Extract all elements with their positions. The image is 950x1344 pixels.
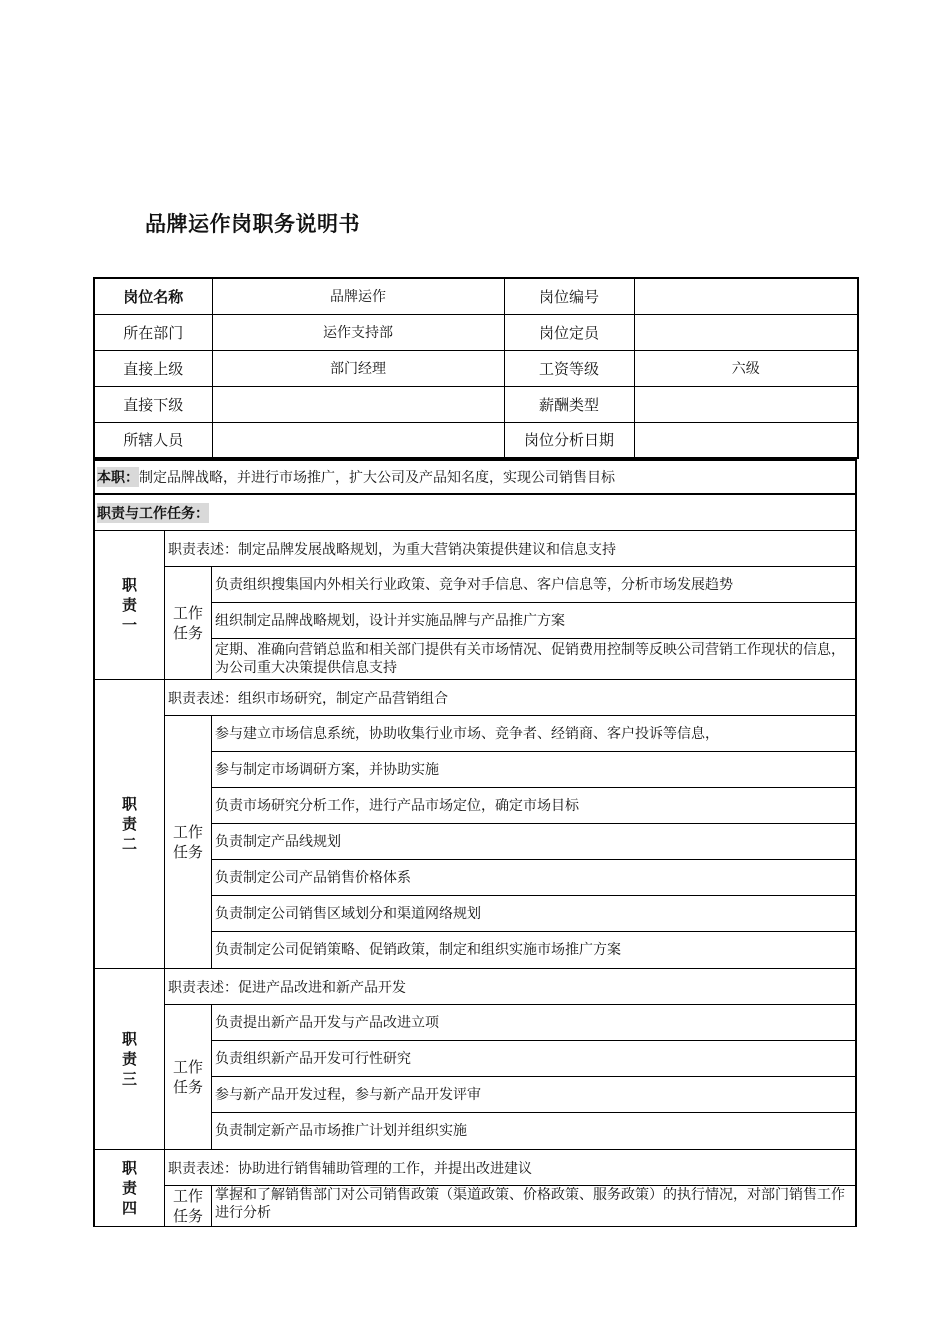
duties-section	[93, 531, 857, 1227]
task-item: 负责市场研究分析工作，进行产品市场定位，确定市场目标	[212, 788, 855, 824]
duty-block	[93, 1150, 857, 1227]
info-label: 岗位定员	[504, 314, 634, 350]
info-value	[212, 386, 504, 422]
info-label: 所辖人员	[94, 422, 212, 458]
duty-name: 职责四	[121, 1159, 137, 1217]
duty-block	[93, 680, 857, 969]
duty-name-cell	[95, 531, 165, 679]
task-label-cell	[165, 567, 212, 679]
duties-header: 职责与工作任务：	[97, 503, 209, 523]
duty-block	[93, 531, 857, 680]
task-label-cell	[165, 1005, 212, 1149]
task-item: 负责制定公司产品销售价格体系	[212, 860, 855, 896]
info-value	[634, 278, 858, 314]
benzhi-row	[93, 459, 857, 495]
basic-info-table	[93, 277, 859, 459]
info-label: 工资等级	[504, 350, 634, 386]
task-item: 定期、准确向营销总监和相关部门提供有关市场情况、促销费用控制等反映公司营销工作现状的信息，为公司重大决策提供信息支持	[215, 642, 845, 676]
task-item: 负责制定公司促销策略、促销政策，制定和组织实施市场推广方案	[215, 942, 621, 958]
duties-header-row	[93, 495, 857, 531]
info-label: 岗位编号	[504, 278, 634, 314]
info-label: 岗位名称	[94, 278, 212, 314]
info-row	[94, 278, 858, 314]
info-row	[94, 350, 858, 386]
duty-name-cell	[95, 969, 165, 1149]
task-label: 工作任务	[172, 1058, 203, 1096]
document-title: 品牌运作岗职务说明书	[145, 212, 360, 236]
info-value: 运作支持部	[212, 314, 504, 350]
info-label: 直接上级	[94, 350, 212, 386]
job-description-sheet	[93, 277, 857, 1227]
task-item: 掌握和了解销售部门对公司销售政策（渠道政策、价格政策、服务政策）的执行情况，对部门销售工作进行分析	[215, 1187, 845, 1221]
task-item: 负责制定产品线规划	[212, 824, 855, 860]
task-item: 负责制定新产品市场推广计划并组织实施	[215, 1123, 467, 1139]
info-value: 品牌运作	[212, 278, 504, 314]
task-item: 参与制定市场调研方案，并协助实施	[212, 752, 855, 788]
duty-name: 职责二	[121, 795, 137, 853]
info-value	[634, 386, 858, 422]
duty-description: 职责表述：制定品牌发展战略规划，为重大营销决策提供建议和信息支持	[165, 531, 855, 567]
task-label-cell	[165, 1186, 212, 1226]
duty-name: 职责三	[121, 1030, 137, 1088]
task-item: 负责组织新产品开发可行性研究	[212, 1041, 855, 1077]
task-item: 参与建立市场信息系统，协助收集行业市场、竞争者、经销商、客户投诉等信息，	[212, 716, 855, 752]
duty-name-cell	[95, 680, 165, 968]
task-item: 组织制定品牌战略规划，设计并实施品牌与产品推广方案	[212, 603, 855, 639]
info-label: 薪酬类型	[504, 386, 634, 422]
duty-description: 职责表述：组织市场研究，制定产品营销组合	[165, 680, 855, 716]
benzhi-text: 制定品牌战略，并进行市场推广，扩大公司及产品知名度，实现公司销售目标	[139, 470, 615, 486]
task-item: 参与新产品开发过程，参与新产品开发评审	[212, 1077, 855, 1113]
duty-description: 职责表述：协助进行销售辅助管理的工作，并提出改进建议	[165, 1150, 855, 1186]
task-label: 工作任务	[172, 1187, 203, 1225]
task-label: 工作任务	[172, 604, 203, 642]
info-row	[94, 386, 858, 422]
task-item: 负责制定公司销售区域划分和渠道网络规划	[212, 896, 855, 932]
task-label: 工作任务	[172, 823, 203, 861]
info-label: 直接下级	[94, 386, 212, 422]
duty-name: 职责一	[121, 576, 137, 634]
info-value	[212, 422, 504, 458]
duty-block	[93, 969, 857, 1150]
duty-description: 职责表述：促进产品改进和新产品开发	[165, 969, 855, 1005]
info-value: 部门经理	[212, 350, 504, 386]
duty-name-cell	[95, 1150, 165, 1226]
benzhi-label: 本职：	[97, 467, 139, 487]
info-value	[634, 422, 858, 458]
task-label-cell	[165, 716, 212, 968]
info-row	[94, 314, 858, 350]
info-label: 所在部门	[94, 314, 212, 350]
info-row	[94, 422, 858, 458]
task-item: 负责组织搜集国内外相关行业政策、竞争对手信息、客户信息等，分析市场发展趋势	[212, 567, 855, 603]
info-value	[634, 314, 858, 350]
info-label: 岗位分析日期	[504, 422, 634, 458]
info-value: 六级	[634, 350, 858, 386]
task-item: 负责提出新产品开发与产品改进立项	[212, 1005, 855, 1041]
